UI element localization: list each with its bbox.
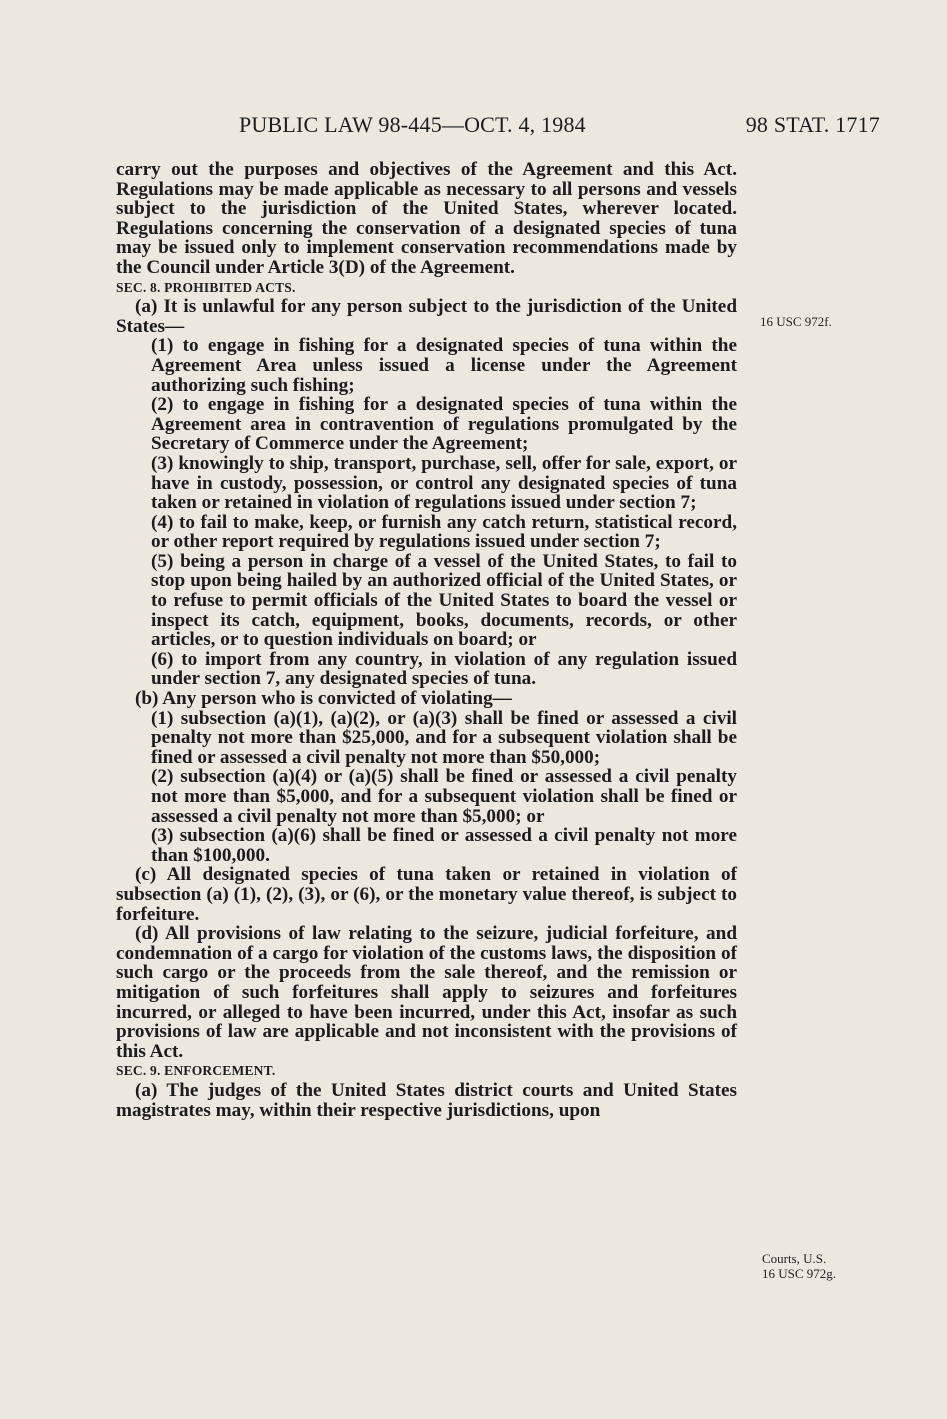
- sec8-c: (c) All designated species of tuna taken or retained in violation of subsection (a) (1), (2), (3), or (6), or the monetary value thereof, is subject to forfeiture.: [116, 864, 737, 925]
- body-text: [116, 160, 737, 1120]
- running-title: PUBLIC LAW 98-445—OCT. 4, 1984: [239, 112, 586, 137]
- page-header: [0, 112, 947, 142]
- section-8-heading: SEC. 8. PROHIBITED ACTS.: [116, 279, 296, 295]
- sec8-b-item-2: (2) subsection (a)(4) or (a)(5) shall be fined or assessed a civil penalty not more than $5,000, and for a subsequent violation shall be fined or assessed a civil penalty not more than $5,000; or: [151, 766, 737, 827]
- sec9-a: (a) The judges of the United States district courts and United States magistrates may, within their respective jurisdictions, upon: [116, 1079, 737, 1121]
- sec8-b-item-3: (3) subsection (a)(6) shall be fined or assessed a civil penalty not more than $100,000.: [151, 825, 737, 866]
- sec9-margin-note-usc: 16 USC 972g.: [762, 1266, 837, 1281]
- sec9-margin-note-courts: Courts, U.S.: [762, 1251, 827, 1266]
- intro-paragraph: carry out the purposes and objectives of the Agreement and this Act. Regulations may be made applicable as necessary to all persons and vessels subject to the jurisdiction of the United States, wherever located. Regulations concerning the conservation of a designated species of tuna may be issued only to implement conservation recommendations made by the Council under Article 3(D) of the Agreement.: [116, 159, 737, 278]
- sec8-b-intro: (b) Any person who is convicted of violating—: [135, 688, 512, 710]
- sec8-a-item-1: (1) to engage in fishing for a designated species of tuna within the Agreement Area unless issued a license under the Agreement authorizing such fishing;: [151, 335, 737, 396]
- sec8-a-item-2: (2) to engage in fishing for a designated species of tuna within the Agreement area in contravention of regulations promulgated by the Secretary of Commerce under the Agreement;: [151, 394, 737, 455]
- statute-page-number: 98 STAT. 1717: [745, 112, 880, 137]
- sec8-d: (d) All provisions of law relating to the seizure, judicial forfeiture, and condemnation of a cargo for violation of the customs laws, the disposition of such cargo or the proceeds from the sale thereof, and the remission or mitigation of such forfeitures shall apply to seizures and forfeitures incurred, or alleged to have been incurred, under this Act, insofar as such provisions of law are applicable and not inconsistent with the provisions of this Act.: [116, 923, 737, 1062]
- sec8-b-item-1: (1) subsection (a)(1), (a)(2), or (a)(3) shall be fined or assessed a civil penalty not more than $25,000, and for a subsequent violation shall be fined or assessed a civil penalty not more than $50,000;: [151, 707, 737, 768]
- sec8-a-item-3: (3) knowingly to ship, transport, purchase, sell, offer for sale, export, or have in custody, possession, or control any designated species of tuna taken or retained in violation of regulations issued under section 7;: [151, 452, 737, 514]
- sec8-margin-note: 16 USC 972f.: [760, 314, 832, 329]
- sec8-a-item-6: (6) to import from any country, in violation of any regulation issued under section 7, any designated species of tuna.: [151, 648, 737, 690]
- sec8-a-item-4: (4) to fail to make, keep, or furnish any catch return, statistical record, or other report required by regulations issued under section 7;: [151, 511, 737, 553]
- section-9-heading: SEC. 9. ENFORCEMENT.: [116, 1063, 276, 1079]
- sec8-a-intro: (a) It is unlawful for any person subject to the jurisdiction of the United States—: [116, 296, 737, 337]
- sec8-a-item-5: (5) being a person in charge of a vessel of the United States, to fail to stop upon being hailed by an authorized official of the United States, or to refuse to permit officials of the United States to board the vessel or inspect its catch, equipment, books, documents, records, or other articles, or to question individuals on board; or: [151, 550, 737, 651]
